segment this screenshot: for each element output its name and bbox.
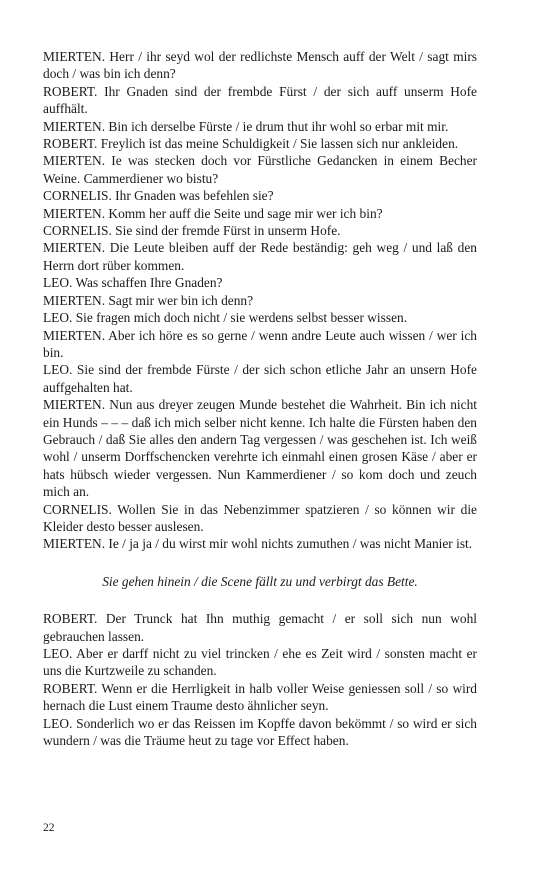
dialogue-line: MIERTEN. Ie / ja ja / du wirst mir wohl nichts zumuthen / was nicht Manier ist. [43,536,473,552]
dialogue-line: LEO. Was schaffen Ihre Gnaden? [43,275,223,291]
stage-direction: Sie gehen hinein / die Scene fällt zu und verbirgt das Bette. [102,573,418,589]
dialogue-line: ROBERT. Der Trunck hat Ihn muthig gemacht / er soll sich nun wohl gebrauchen lassen. [43,611,477,644]
dialogue-line: ROBERT. Freylich ist das meine Schuldigkeit / Sie lassen sich nur ankleiden. [43,136,459,152]
dialogue-line: MIERTEN. Ie was stecken doch vor Fürstliche Gedancken in einem Becher Weine. Cammerdiener wo bistu? [43,153,477,186]
dialogue-line: LEO. Aber er darff nicht zu viel trincken / ehe es Zeit wird / sonsten macht er uns die Kurtzweile zu schanden. [43,646,477,679]
dialogue-line: LEO. Sie fragen mich doch nicht / sie werdens selbst besser wissen. [43,310,408,326]
dialogue-line: CORNELIS. Wollen Sie in das Nebenzimmer spatzieren / so können wir die Kleider desto besser auslesen. [43,501,477,534]
dialogue-line: MIERTEN. Herr / ihr seyd wol der redlichste Mensch auff der Welt / sagt mirs doch / was bin ich denn? [43,49,477,82]
page-text [43,48,477,749]
dialogue-block-1 [43,48,477,553]
dialogue-block-2 [43,610,477,749]
dialogue-line: MIERTEN. Aber ich höre es so gerne / wenn andre Leute auch wissen / wer ich bin. [43,327,477,360]
page-number: 22 [43,822,55,834]
dialogue-line: MIERTEN. Die Leute bleiben auff der Rede beständig: geh weg / und laß den Herrn dort rüber kommen. [43,240,477,273]
dialogue-line: LEO. Sonderlich wo er das Reissen im Kopffe davon bekömmt / so wird er sich wundern / was die Träume heut zu tage vor Effect haben. [43,715,477,749]
dialogue-line: ROBERT. Ihr Gnaden sind der frembde Fürst / der sich auff unserm Hofe auffhält. [43,83,477,117]
dialogue-line: MIERTEN. Sagt mir wer bin ich denn? [43,292,254,308]
dialogue-line: CORNELIS. Ihr Gnaden was befehlen sie? [43,188,274,204]
dialogue-line: MIERTEN. Bin ich derselbe Fürste / ie drum thut ihr wohl so erbar mit mir. [43,118,449,134]
dialogue-line: CORNELIS. Sie sind der fremde Fürst in unserm Hofe. [43,223,341,239]
dialogue-line: MIERTEN. Nun aus dreyer zeugen Munde bestehet die Wahrheit. Bin ich nicht ein Hunds – – – daß ich mich selber nicht kenne. Ich halte die Fürsten haben den Gebrauch / daß Sie alles den andern Tag vergessen / was geschehen ist. Ich weiß wohl / unserm Dorffschencken verehrte ich einmahl einen grosen Käse / aber er hats hübsch wieder vergessen. Nun Kammerdiener / so kom doch und zeuch mich an. [43,397,477,500]
dialogue-line: LEO. Sie sind der frembde Fürste / der sich schon etliche Jahr an unsern Hofe auffgehalten hat. [43,362,477,395]
dialogue-line: MIERTEN. Komm her auff die Seite und sage mir wer ich bin? [43,205,383,221]
dialogue-line: ROBERT. Wenn er die Herrligkeit in halb voller Weise geniessen soll / so wird hernach die Lust einem Traume desto ähnlicher seyn. [43,680,477,714]
